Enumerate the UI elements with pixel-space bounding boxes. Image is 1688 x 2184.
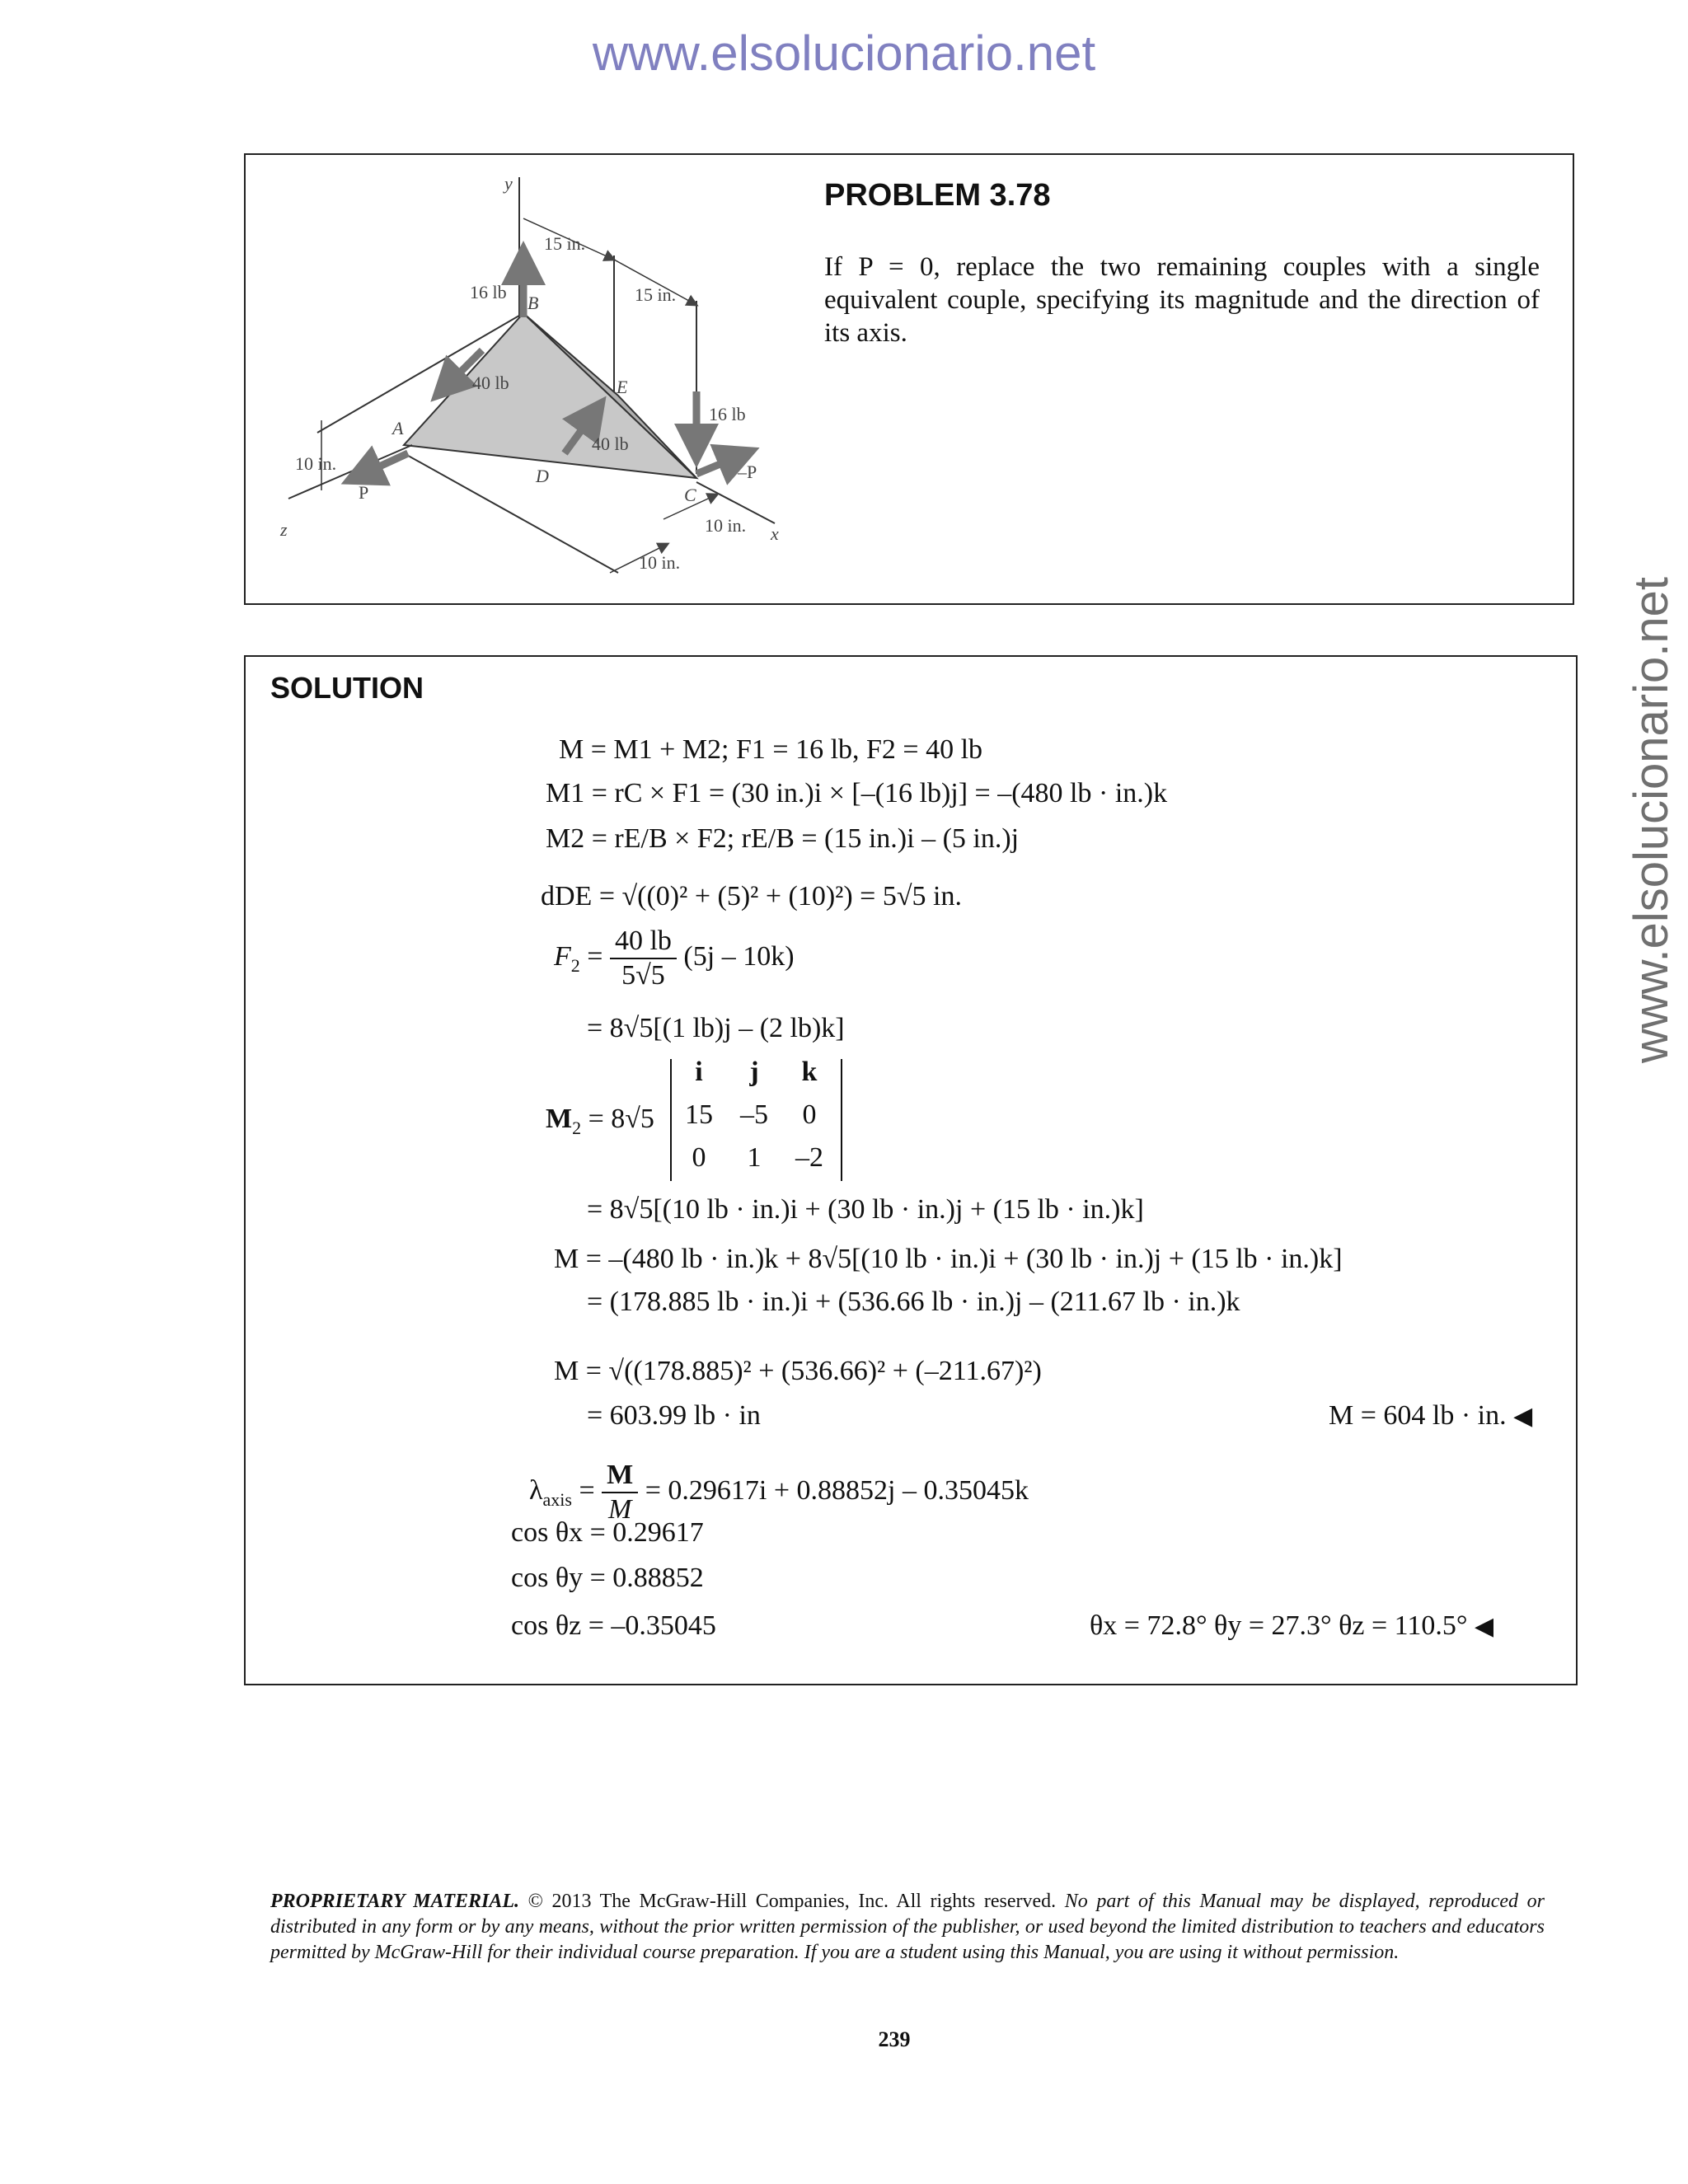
svg-text:E: E [617, 377, 628, 397]
equation-m2-result: = 8√5[(10 lb · in.)i + (30 lb · in.)j + (15 lb · in.)k] [587, 1194, 1144, 1225]
problem-figure [272, 161, 799, 589]
watermark-side: www.elsolucionario.net [1625, 577, 1678, 1063]
answer-marker-icon: ◀ [1475, 1612, 1494, 1641]
det-cell: j [749, 1057, 759, 1087]
det-cell: i [695, 1057, 703, 1087]
det-cell: –2 [795, 1142, 823, 1173]
det-cell: 1 [747, 1142, 762, 1173]
svg-text:–P: –P [738, 462, 757, 482]
svg-text:10 in.: 10 in. [295, 453, 337, 474]
equation-m-value: = 603.99 lb · in [587, 1400, 761, 1431]
f2-vector: (5j – 10k) [683, 940, 795, 972]
equation-m2-def: M2 = rE/B × F2; rE/B = (15 in.)i – (5 in.)j [546, 823, 1020, 854]
problem-statement: If P = 0, replace the two remaining couples with a single equivalent couple, specifying its magnitude and the direction of its axis. [824, 252, 1540, 348]
svg-text:B: B [528, 293, 539, 313]
det-cell: 15 [685, 1099, 713, 1130]
equation-m-total: M = –(480 lb · in.)k + 8√5[(10 lb · in.)i + (30 lb · in.)j + (15 lb · in.)k] [554, 1244, 1343, 1274]
det-cell: 0 [802, 1099, 817, 1130]
answer-marker-icon: ◀ [1513, 1402, 1533, 1431]
svg-text:C: C [684, 485, 696, 505]
equation-moment-sum: M = M1 + M2; F1 = 16 lb, F2 = 40 lb [559, 734, 983, 765]
equation-distance-de: dDE = √((0)² + (5)² + (10)²) = 5√5 in. [541, 881, 962, 912]
svg-text:40 lb: 40 lb [472, 373, 509, 393]
svg-text:x: x [771, 523, 779, 544]
equation-m2-label: $M_2 = 8√5$ [546, 1104, 654, 1138]
equation-m-components: = (178.885 lb · in.)i + (536.66 lb · in.)j – (211.67 lb · in.)k [587, 1286, 1240, 1317]
page-number: 239 [878, 2027, 911, 2051]
equation-m-magnitude: M = √((178.885)² + (536.66)² + (–211.67)²) [554, 1356, 1042, 1386]
svg-text:16 lb: 16 lb [709, 404, 746, 424]
solution-title: SOLUTION [270, 671, 424, 705]
det-cell: 0 [692, 1142, 706, 1173]
equation-cos-z: cos θz = –0.35045 [511, 1610, 716, 1641]
svg-text:16 lb: 16 lb [470, 282, 507, 302]
answer-angles: θx = 72.8° θy = 27.3° θz = 110.5° ◀ [1090, 1610, 1494, 1641]
equation-cos-y: cos θy = 0.88852 [511, 1563, 704, 1593]
lambda-value: = 0.29617i + 0.88852j – 0.35045k [645, 1474, 1029, 1506]
svg-text:15 in.: 15 in. [544, 233, 586, 254]
det-cell: k [801, 1057, 818, 1087]
svg-text:15 in.: 15 in. [635, 284, 677, 305]
equation-m1: M1 = rC × F1 = (30 in.)i × [–(16 lb)j] = –(480 lb · in.)k [546, 778, 1168, 808]
equation-cos-x: cos θx = 0.29617 [511, 1517, 704, 1548]
f2-denominator: 5√5 [621, 960, 665, 991]
svg-text:40 lb: 40 lb [592, 434, 629, 454]
watermark-top: www.elsolucionario.net [592, 26, 1096, 81]
answer-magnitude: M = 604 lb · in. ◀ [1329, 1400, 1533, 1431]
svg-text:D: D [536, 466, 549, 486]
svg-text:10 in.: 10 in. [639, 552, 681, 573]
problem-title: PROBLEM 3.78 [824, 178, 1051, 213]
f2-numerator: 40 lb [610, 925, 677, 959]
svg-text:y: y [504, 173, 513, 194]
det-cell: –5 [740, 1099, 768, 1130]
svg-text:z: z [280, 519, 288, 540]
equation-lambda: $\lambda_{axis}$ = $\frac{M}{M}$ = 0.29617i + 0.88852j – 0.35045k [529, 1460, 1029, 1525]
svg-text:A: A [392, 418, 404, 438]
equation-f2-simplified: = 8√5[(1 lb)j – (2 lb)k] [587, 1013, 845, 1043]
equation-f2: $F_2$ = $\frac{40 lb}{5√5}$ (5j – 10k) [554, 926, 795, 991]
svg-text:P: P [359, 482, 369, 503]
svg-text:10 in.: 10 in. [705, 515, 747, 536]
footer-notice: PROPRIETARY MATERIAL. © 2013 The McGraw-Hill Companies, Inc. All rights reserved. No part of this Manual may be displayed, reproduced or distributed in any form or by any means, without the prior written permission of the publisher, or used beyond the limited distribution to teachers and educators permitted by McGraw-Hill for their individual course preparation. If you are a student using this Manual, you are using it without permission. [270, 1891, 1545, 1963]
